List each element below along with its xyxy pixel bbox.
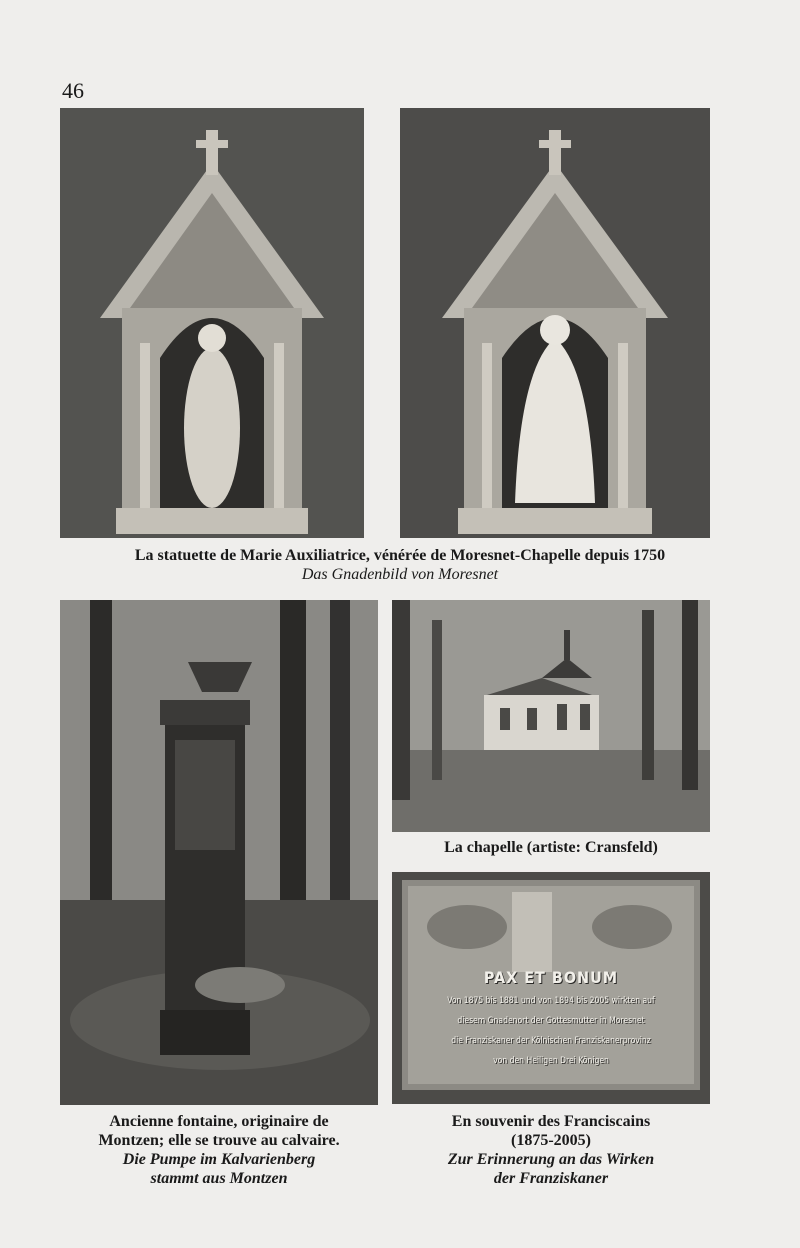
statuette-caption: [40, 546, 760, 584]
plaque-line-3: die Franziskaner der Kölnischen Franziskanerprovinz: [451, 1036, 651, 1046]
fountain-photo: [60, 600, 378, 1105]
chapel-painting: [392, 600, 710, 832]
chapel-caption: [392, 838, 710, 857]
plaque-line-4: von den Heiligen Drei Königen: [493, 1056, 609, 1066]
fountain-caption-de-2: stammt aus Montzen: [150, 1170, 288, 1187]
plaque-line-1: Von 1875 bis 1881 und von 1894 bis 2005 wirkten auf: [447, 996, 655, 1006]
plaque-caption-fr-1: En souvenir des Franciscains: [451, 1113, 651, 1130]
statuette-photo-left: [60, 108, 364, 538]
plaque-caption: [392, 1112, 710, 1188]
fountain-caption-fr-1: Ancienne fontaine, originaire de: [109, 1113, 329, 1130]
plaque-photo: [392, 872, 710, 1104]
plaque-motto: PAX ET BONUM: [483, 968, 619, 987]
page-number: 46: [62, 78, 84, 103]
plaque-caption-de-1: Zur Erinnerung an das Wirken: [447, 1151, 655, 1168]
fountain-caption: [60, 1112, 378, 1188]
statuette-photo-right: [400, 108, 710, 538]
plaque-caption-fr-2: (1875-2005): [511, 1132, 591, 1149]
fountain-caption-fr-2: Montzen; elle se trouve au calvaire.: [98, 1132, 340, 1149]
statuette-caption-fr: La statuette de Marie Auxiliatrice, vénérée de Moresnet-Chapelle depuis 1750: [134, 547, 666, 564]
plaque-caption-de-2: der Franziskaner: [493, 1170, 609, 1187]
plaque-inscription: [412, 968, 690, 1071]
statuette-caption-de: Das Gnadenbild von Moresnet: [301, 566, 499, 583]
fountain-caption-de-1: Die Pumpe im Kalvarienberg: [122, 1151, 316, 1168]
chapel-caption-text: La chapelle (artiste: Cransfeld): [444, 839, 658, 856]
plaque-line-2: diesem Gnadenort der Gottesmutter in Moresnet: [457, 1016, 645, 1026]
